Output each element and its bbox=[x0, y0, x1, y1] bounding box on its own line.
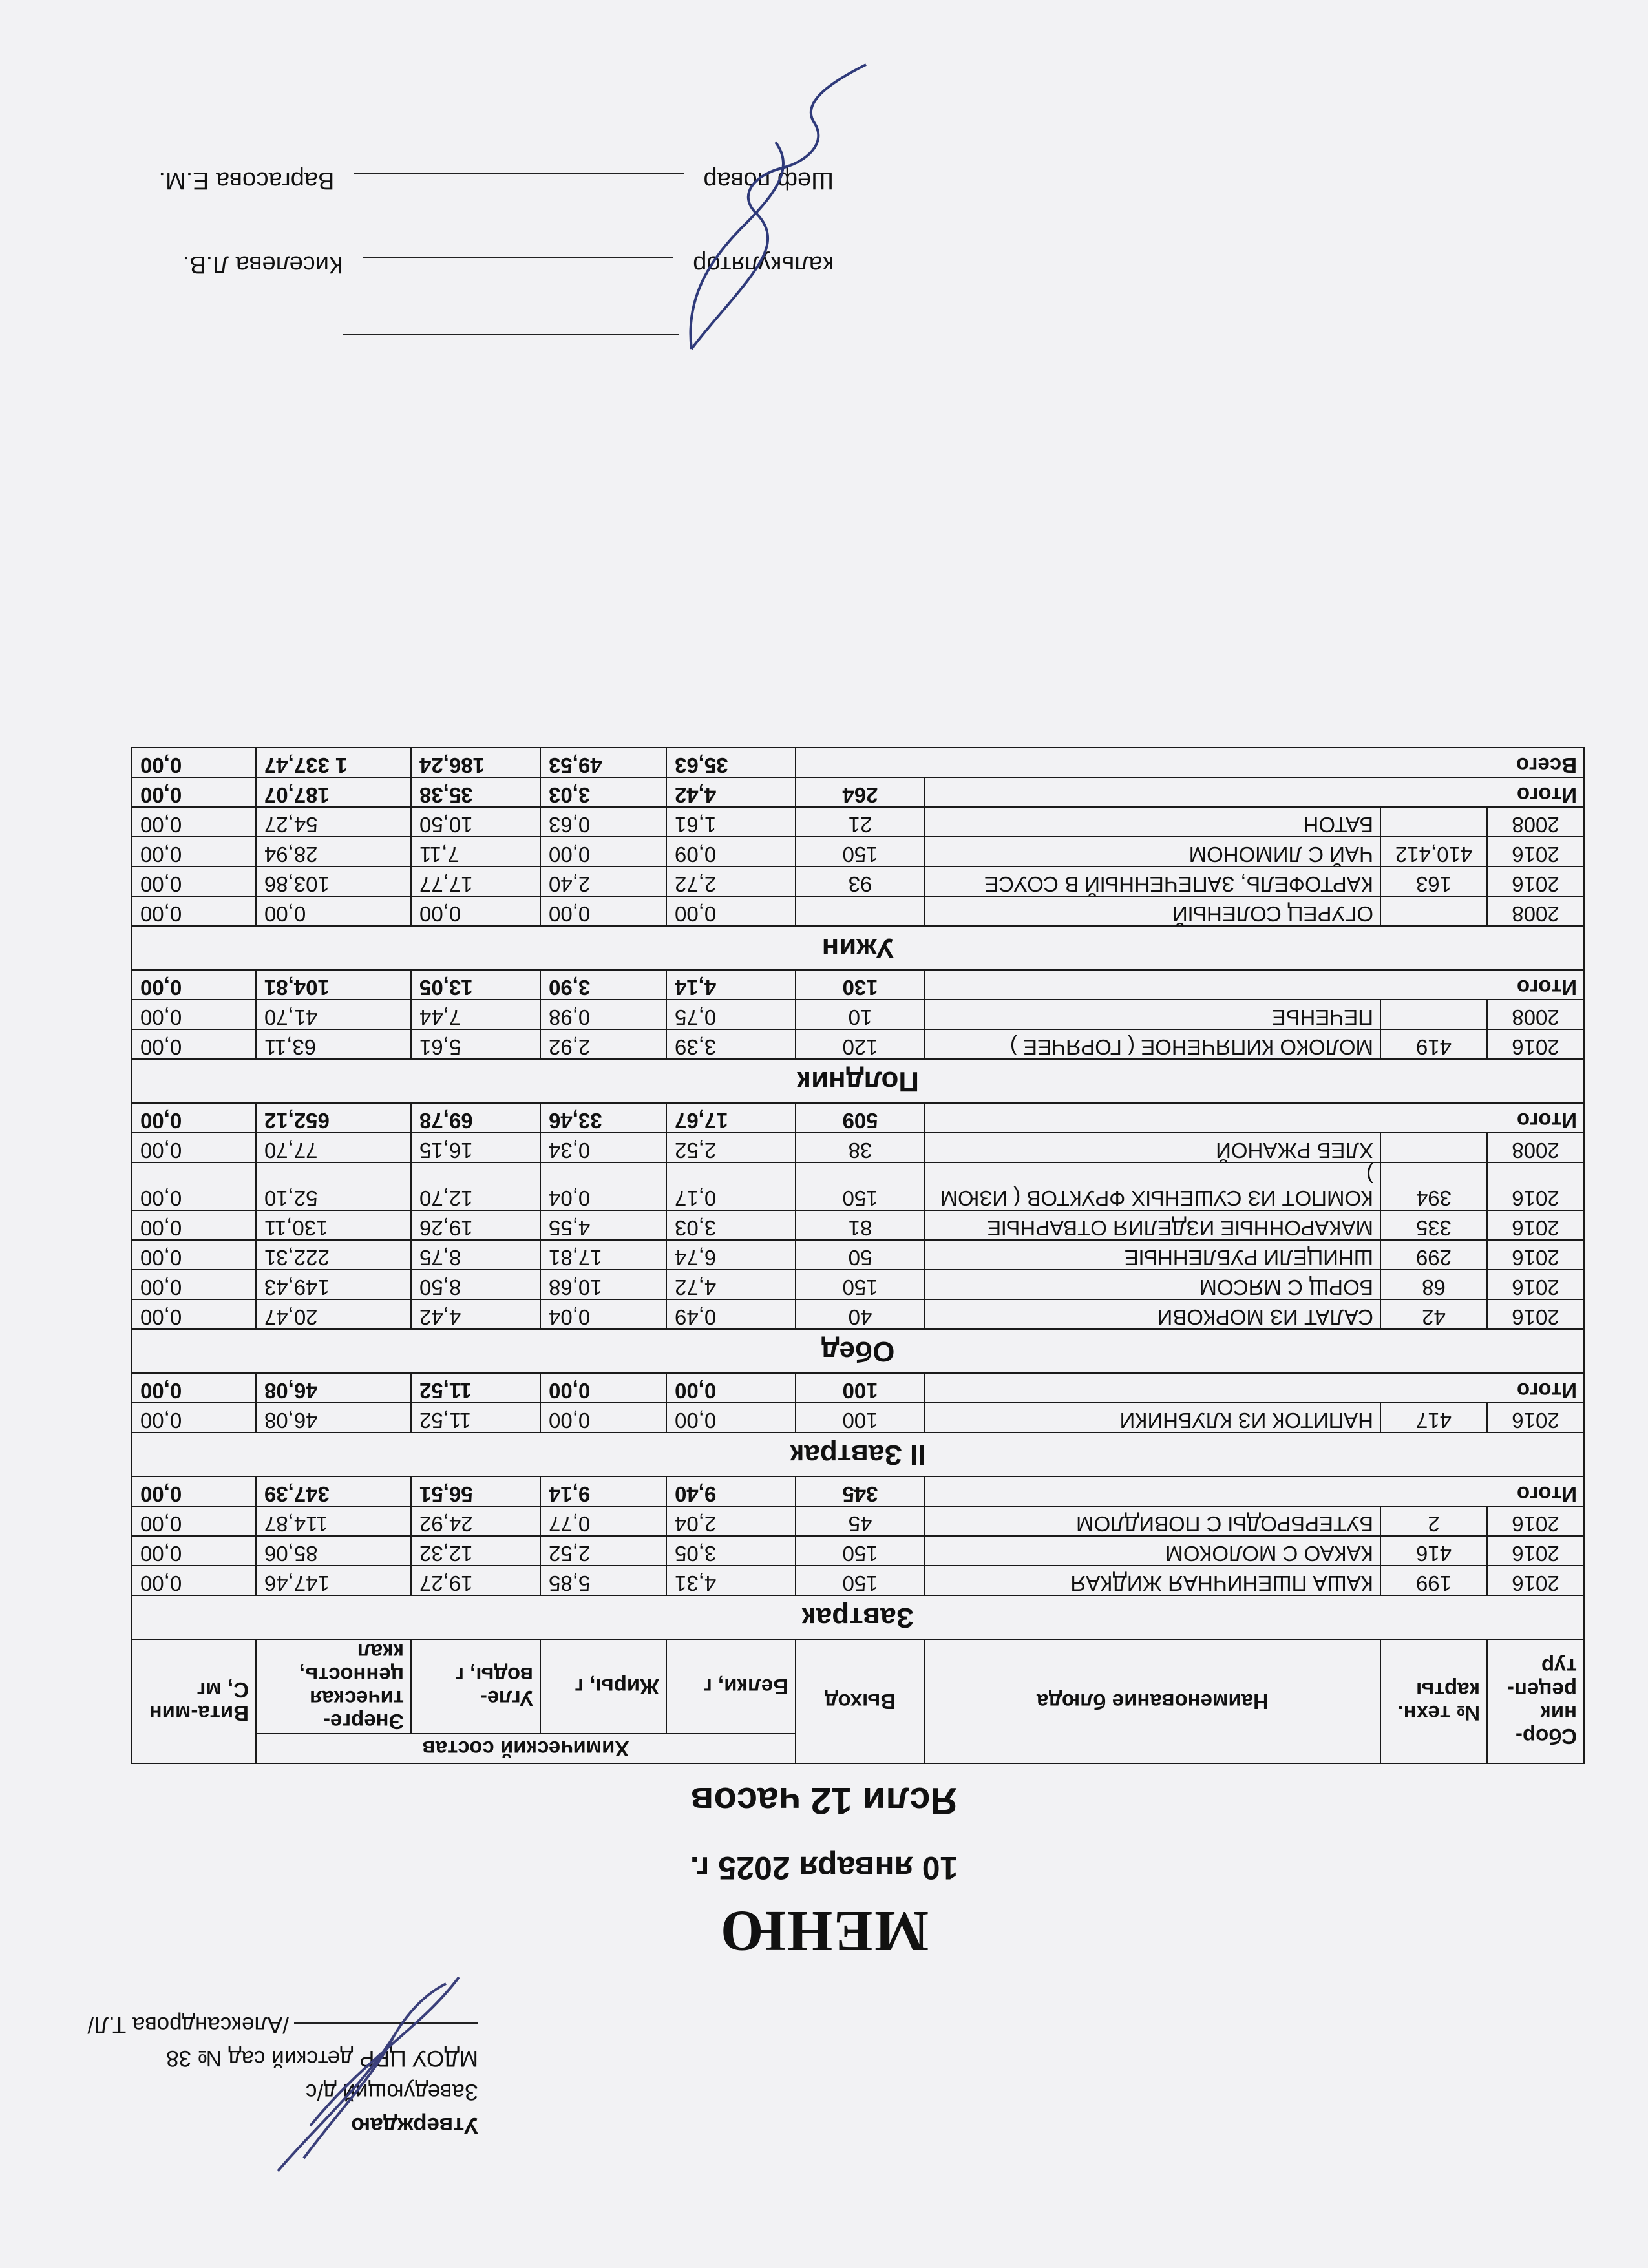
grand-total-row bbox=[132, 748, 1584, 777]
cell-carbs: 24,92 bbox=[411, 1506, 540, 1536]
cell-card: 42 bbox=[1380, 1299, 1487, 1329]
cell-carbs: 12,32 bbox=[411, 1536, 540, 1566]
header-vitc: Вита-мин С, мг bbox=[132, 1639, 256, 1763]
total-carbs: 69,78 bbox=[411, 1103, 540, 1133]
cell-dish: МОЛОКО КИПЯЧЕНОЕ ( ГОРЯЧЕЕ ) bbox=[925, 1029, 1380, 1059]
cell-carbs: 7,44 bbox=[411, 1000, 540, 1029]
cell-dish: ШНИЦЕЛИ РУБЛЕННЫЕ bbox=[925, 1240, 1380, 1270]
total-output: 509 bbox=[796, 1103, 925, 1133]
cell-energy: 20,47 bbox=[256, 1299, 411, 1329]
cell-carbs: 5,61 bbox=[411, 1029, 540, 1059]
cell-carbs: 8,75 bbox=[411, 1240, 540, 1270]
cell-fat: 0,98 bbox=[540, 1000, 666, 1029]
cell-energy: 41,70 bbox=[256, 1000, 411, 1029]
cell-protein: 0,00 bbox=[666, 896, 796, 926]
table-row bbox=[132, 1029, 1584, 1059]
approval-signer: /Александрова Т.Л/ bbox=[87, 2012, 289, 2037]
cell-card: 68 bbox=[1380, 1270, 1487, 1299]
section-title: II Завтрак bbox=[132, 1433, 1584, 1476]
cell-fat: 4,55 bbox=[540, 1210, 666, 1240]
grand-total-protein: 35,63 bbox=[666, 748, 796, 777]
total-carbs: 56,51 bbox=[411, 1476, 540, 1506]
header-chem: Химический состав bbox=[256, 1734, 796, 1763]
cell-vitc: 0,00 bbox=[132, 1000, 256, 1029]
cell-protein: 0,17 bbox=[666, 1162, 796, 1210]
cell-output: 81 bbox=[796, 1210, 925, 1240]
director-signature bbox=[252, 1971, 472, 2184]
cell-energy: 77,70 bbox=[256, 1133, 411, 1162]
cell-vitc: 0,00 bbox=[132, 1270, 256, 1299]
total-output: 100 bbox=[796, 1373, 925, 1403]
cell-energy: 63,11 bbox=[256, 1029, 411, 1059]
cell-fat: 0,77 bbox=[540, 1506, 666, 1536]
cell-card: 299 bbox=[1380, 1240, 1487, 1270]
approval-position: Заведующий д/с bbox=[306, 2079, 478, 2105]
cell-collection: 2016 bbox=[1487, 1270, 1584, 1299]
cell-energy: 85,06 bbox=[256, 1536, 411, 1566]
header-output: Выход bbox=[796, 1639, 925, 1763]
cell-vitc: 0,00 bbox=[132, 866, 256, 896]
calculator-label: калькулятор bbox=[693, 251, 834, 278]
approval-org: МДОУ ЦРР детский сад № 38 bbox=[166, 2046, 478, 2071]
total-fat: 0,00 bbox=[540, 1373, 666, 1403]
cell-output: 150 bbox=[796, 1536, 925, 1566]
cell-vitc: 0,00 bbox=[132, 1506, 256, 1536]
cell-dish: ПЕЧЕНЬЕ bbox=[925, 1000, 1380, 1029]
cell-energy: 54,27 bbox=[256, 807, 411, 837]
cell-fat: 2,52 bbox=[540, 1536, 666, 1566]
chef-label: Шеф повар bbox=[703, 167, 834, 194]
header-energy: Энерге-тическая ценность, ккал bbox=[256, 1639, 411, 1734]
table-row bbox=[132, 837, 1584, 866]
cell-protein: 3,39 bbox=[666, 1029, 796, 1059]
cell-carbs: 0,00 bbox=[411, 896, 540, 926]
total-fat: 9,14 bbox=[540, 1476, 666, 1506]
total-fat: 3,03 bbox=[540, 777, 666, 807]
total-row bbox=[132, 1103, 1584, 1133]
cell-card: 2 bbox=[1380, 1506, 1487, 1536]
section-header bbox=[132, 926, 1584, 970]
total-row bbox=[132, 970, 1584, 1000]
total-energy: 104,81 bbox=[256, 970, 411, 1000]
cell-output: 150 bbox=[796, 1162, 925, 1210]
approval-label: Утверждаю bbox=[351, 2113, 478, 2138]
table-row bbox=[132, 1162, 1584, 1210]
total-energy: 46,08 bbox=[256, 1373, 411, 1403]
total-output: 130 bbox=[796, 970, 925, 1000]
total-protein: 4,42 bbox=[666, 777, 796, 807]
cell-vitc: 0,00 bbox=[132, 837, 256, 866]
cell-fat: 17,81 bbox=[540, 1240, 666, 1270]
cell-dish: ЧАЙ С ЛИМОНОМ bbox=[925, 837, 1380, 866]
cell-protein: 0,09 bbox=[666, 837, 796, 866]
cell-output: 93 bbox=[796, 866, 925, 896]
grand-total-label: Всего bbox=[796, 748, 1584, 777]
total-label: Итого bbox=[925, 970, 1584, 1000]
cell-protein: 0,00 bbox=[666, 1403, 796, 1433]
total-vitc: 0,00 bbox=[132, 1476, 256, 1506]
cell-card: 410,412 bbox=[1380, 837, 1487, 866]
cell-vitc: 0,00 bbox=[132, 1566, 256, 1595]
cell-output: 38 bbox=[796, 1133, 925, 1162]
table-row bbox=[132, 807, 1584, 837]
cell-card bbox=[1380, 896, 1487, 926]
cell-dish: КОМПОТ ИЗ СУШЕНЫХ ФРУКТОВ ( ИЗЮМ ) bbox=[925, 1162, 1380, 1210]
cell-output: 100 bbox=[796, 1403, 925, 1433]
total-protein: 9,40 bbox=[666, 1476, 796, 1506]
blank-signature-line bbox=[343, 334, 679, 335]
cell-vitc: 0,00 bbox=[132, 896, 256, 926]
cell-protein: 0,75 bbox=[666, 1000, 796, 1029]
cell-protein: 4,31 bbox=[666, 1566, 796, 1595]
staff-signature bbox=[659, 58, 905, 362]
cell-protein: 0,49 bbox=[666, 1299, 796, 1329]
cell-vitc: 0,00 bbox=[132, 1299, 256, 1329]
cell-collection: 2016 bbox=[1487, 1403, 1584, 1433]
table-row bbox=[132, 1000, 1584, 1029]
table-row bbox=[132, 1506, 1584, 1536]
cell-dish: САЛАТ ИЗ МОРКОВИ bbox=[925, 1299, 1380, 1329]
cell-dish: КАКАО С МОЛОКОМ bbox=[925, 1536, 1380, 1566]
cell-card: 416 bbox=[1380, 1536, 1487, 1566]
cell-output: 150 bbox=[796, 837, 925, 866]
cell-vitc: 0,00 bbox=[132, 1210, 256, 1240]
cell-collection: 2016 bbox=[1487, 1566, 1584, 1595]
cell-energy: 52,10 bbox=[256, 1162, 411, 1210]
cell-collection: 2008 bbox=[1487, 1000, 1584, 1029]
cell-output: 50 bbox=[796, 1240, 925, 1270]
cell-card: 394 bbox=[1380, 1162, 1487, 1210]
cell-card bbox=[1380, 1000, 1487, 1029]
total-carbs: 35,38 bbox=[411, 777, 540, 807]
cell-fat: 0,04 bbox=[540, 1299, 666, 1329]
total-energy: 347,39 bbox=[256, 1476, 411, 1506]
total-row bbox=[132, 1476, 1584, 1506]
cell-collection: 2016 bbox=[1487, 1506, 1584, 1536]
total-row bbox=[132, 1373, 1584, 1403]
total-fat: 3,90 bbox=[540, 970, 666, 1000]
cell-energy: 46,08 bbox=[256, 1403, 411, 1433]
total-output: 345 bbox=[796, 1476, 925, 1506]
cell-dish: МАКАРОННЫЕ ИЗДЕЛИЯ ОТВАРНЫЕ bbox=[925, 1210, 1380, 1240]
cell-collection: 2008 bbox=[1487, 896, 1584, 926]
cell-vitc: 0,00 bbox=[132, 1133, 256, 1162]
header-collection: Сбор-ник рецеп-тур bbox=[1487, 1639, 1584, 1763]
cell-energy: 0,00 bbox=[256, 896, 411, 926]
cell-card bbox=[1380, 1133, 1487, 1162]
cell-collection: 2016 bbox=[1487, 1210, 1584, 1240]
section-header bbox=[132, 1059, 1584, 1103]
cell-fat: 0,63 bbox=[540, 807, 666, 837]
cell-dish: БОРЩ С МЯСОМ bbox=[925, 1270, 1380, 1299]
cell-carbs: 11,52 bbox=[411, 1403, 540, 1433]
section-title: Полдник bbox=[132, 1059, 1584, 1103]
cell-vitc: 0,00 bbox=[132, 807, 256, 837]
total-vitc: 0,00 bbox=[132, 1103, 256, 1133]
total-energy: 652,12 bbox=[256, 1103, 411, 1133]
cell-energy: 222,31 bbox=[256, 1240, 411, 1270]
table-row bbox=[132, 866, 1584, 896]
cell-carbs: 8,50 bbox=[411, 1270, 540, 1299]
cell-energy: 130,11 bbox=[256, 1210, 411, 1240]
cell-dish: ОГУРЕЦ СОЛЕНЫЙ bbox=[925, 896, 1380, 926]
table-row bbox=[132, 1536, 1584, 1566]
cell-fat: 2,40 bbox=[540, 866, 666, 896]
cell-output: 150 bbox=[796, 1270, 925, 1299]
cell-collection: 2016 bbox=[1487, 1162, 1584, 1210]
cell-card: 417 bbox=[1380, 1403, 1487, 1433]
cell-collection: 2016 bbox=[1487, 1299, 1584, 1329]
cell-collection: 2016 bbox=[1487, 1029, 1584, 1059]
cell-card bbox=[1380, 807, 1487, 837]
chef-name: Варгасова Е.М. bbox=[158, 167, 335, 194]
header-dish: Наименование блюда bbox=[925, 1639, 1380, 1763]
total-protein: 4,14 bbox=[666, 970, 796, 1000]
section-title: Ужин bbox=[132, 926, 1584, 970]
total-fat: 33,46 bbox=[540, 1103, 666, 1133]
grand-total-carbs: 186,24 bbox=[411, 748, 540, 777]
cell-protein: 2,72 bbox=[666, 866, 796, 896]
group-title: Ясли 12 часов bbox=[690, 1780, 958, 1822]
section-header bbox=[132, 1595, 1584, 1639]
calculator-signature-line bbox=[363, 257, 673, 258]
page-title: МЕНЮ bbox=[719, 1899, 929, 1963]
cell-protein: 3,05 bbox=[666, 1536, 796, 1566]
cell-protein: 2,04 bbox=[666, 1506, 796, 1536]
cell-carbs: 7,11 bbox=[411, 837, 540, 866]
cell-card: 419 bbox=[1380, 1029, 1487, 1059]
cell-vitc: 0,00 bbox=[132, 1162, 256, 1210]
cell-output: 21 bbox=[796, 807, 925, 837]
cell-collection: 2008 bbox=[1487, 1133, 1584, 1162]
cell-collection: 2008 bbox=[1487, 807, 1584, 837]
table-row bbox=[132, 1566, 1584, 1595]
cell-protein: 6,74 bbox=[666, 1240, 796, 1270]
total-label: Итого bbox=[925, 777, 1584, 807]
cell-vitc: 0,00 bbox=[132, 1240, 256, 1270]
cell-protein: 2,52 bbox=[666, 1133, 796, 1162]
cell-carbs: 19,26 bbox=[411, 1210, 540, 1240]
cell-card: 163 bbox=[1380, 866, 1487, 896]
cell-carbs: 12,70 bbox=[411, 1162, 540, 1210]
cell-output: 40 bbox=[796, 1299, 925, 1329]
cell-carbs: 17,77 bbox=[411, 866, 540, 896]
cell-output: 10 bbox=[796, 1000, 925, 1029]
cell-protein: 1,61 bbox=[666, 807, 796, 837]
total-label: Итого bbox=[925, 1373, 1584, 1403]
section-title: Завтрак bbox=[132, 1595, 1584, 1639]
cell-output: 45 bbox=[796, 1506, 925, 1536]
cell-output: 120 bbox=[796, 1029, 925, 1059]
total-output: 264 bbox=[796, 777, 925, 807]
cell-fat: 10,68 bbox=[540, 1270, 666, 1299]
cell-vitc: 0,00 bbox=[132, 1403, 256, 1433]
table-row bbox=[132, 1210, 1584, 1240]
grand-total-vitc: 0,00 bbox=[132, 748, 256, 777]
cell-energy: 149,43 bbox=[256, 1270, 411, 1299]
cell-dish: ХЛЕБ РЖАНОЙ bbox=[925, 1133, 1380, 1162]
cell-dish: КАША ПШЕНИЧНАЯ ЖИДКАЯ bbox=[925, 1566, 1380, 1595]
cell-protein: 4,72 bbox=[666, 1270, 796, 1299]
chef-signature-line bbox=[354, 173, 684, 174]
grand-total-fat: 49,53 bbox=[540, 748, 666, 777]
table-row bbox=[132, 1403, 1584, 1433]
cell-carbs: 10,50 bbox=[411, 807, 540, 837]
cell-energy: 28,94 bbox=[256, 837, 411, 866]
total-energy: 187,07 bbox=[256, 777, 411, 807]
total-protein: 0,00 bbox=[666, 1373, 796, 1403]
cell-output bbox=[796, 896, 925, 926]
cell-vitc: 0,00 bbox=[132, 1029, 256, 1059]
top-signature-line bbox=[343, 328, 679, 355]
table-row bbox=[132, 1299, 1584, 1329]
cell-dish: НАПИТОК ИЗ КЛУБНИКИ bbox=[925, 1403, 1380, 1433]
cell-fat: 0,34 bbox=[540, 1133, 666, 1162]
cell-collection: 2016 bbox=[1487, 1536, 1584, 1566]
total-vitc: 0,00 bbox=[132, 1373, 256, 1403]
cell-vitc: 0,00 bbox=[132, 1536, 256, 1566]
total-label: Итого bbox=[925, 1476, 1584, 1506]
cell-energy: 114,87 bbox=[256, 1506, 411, 1536]
section-title: Обед bbox=[132, 1329, 1584, 1373]
section-header bbox=[132, 1433, 1584, 1476]
cell-fat: 5,85 bbox=[540, 1566, 666, 1595]
total-row bbox=[132, 777, 1584, 807]
cell-energy: 147,46 bbox=[256, 1566, 411, 1595]
total-vitc: 0,00 bbox=[132, 777, 256, 807]
total-carbs: 11,52 bbox=[411, 1373, 540, 1403]
cell-dish: БАТОН bbox=[925, 807, 1380, 837]
total-vitc: 0,00 bbox=[132, 970, 256, 1000]
cell-fat: 0,00 bbox=[540, 1403, 666, 1433]
table-row bbox=[132, 1133, 1584, 1162]
cell-carbs: 4,42 bbox=[411, 1299, 540, 1329]
table-row bbox=[132, 1270, 1584, 1299]
cell-protein: 3,03 bbox=[666, 1210, 796, 1240]
calculator-name: Киселева Л.В. bbox=[182, 251, 344, 278]
total-label: Итого bbox=[925, 1103, 1584, 1133]
cell-carbs: 16,15 bbox=[411, 1133, 540, 1162]
grand-total-energy: 1 337,47 bbox=[256, 748, 411, 777]
header-protein: Белки, г bbox=[666, 1639, 796, 1734]
cell-fat: 0,00 bbox=[540, 837, 666, 866]
cell-dish: БУТЕРБРОДЫ С ПОВИДЛОМ bbox=[925, 1506, 1380, 1536]
cell-carbs: 19,27 bbox=[411, 1566, 540, 1595]
cell-card: 335 bbox=[1380, 1210, 1487, 1240]
cell-collection: 2016 bbox=[1487, 837, 1584, 866]
table-row bbox=[132, 896, 1584, 926]
cell-energy: 103,86 bbox=[256, 866, 411, 896]
header-card: № техн. карты bbox=[1380, 1639, 1487, 1763]
total-carbs: 13,05 bbox=[411, 970, 540, 1000]
cell-output: 150 bbox=[796, 1566, 925, 1595]
header-fat: Жиры, г bbox=[540, 1639, 666, 1734]
cell-fat: 2,92 bbox=[540, 1029, 666, 1059]
total-protein: 17,67 bbox=[666, 1103, 796, 1133]
section-header bbox=[132, 1329, 1584, 1373]
menu-date: 10 января 2025 г. bbox=[690, 1850, 958, 1886]
cell-collection: 2016 bbox=[1487, 866, 1584, 896]
cell-fat: 0,00 bbox=[540, 896, 666, 926]
cell-collection: 2016 bbox=[1487, 1240, 1584, 1270]
cell-dish: КАРТОФЕЛЬ, ЗАПЕЧЕННЫЙ В СОУСЕ bbox=[925, 866, 1380, 896]
cell-fat: 0,04 bbox=[540, 1162, 666, 1210]
menu-table-body bbox=[132, 748, 1584, 1639]
header-carbs: Угле-воды, г bbox=[411, 1639, 540, 1734]
cell-card: 199 bbox=[1380, 1566, 1487, 1595]
table-row bbox=[132, 1240, 1584, 1270]
menu-table bbox=[131, 747, 1585, 1764]
